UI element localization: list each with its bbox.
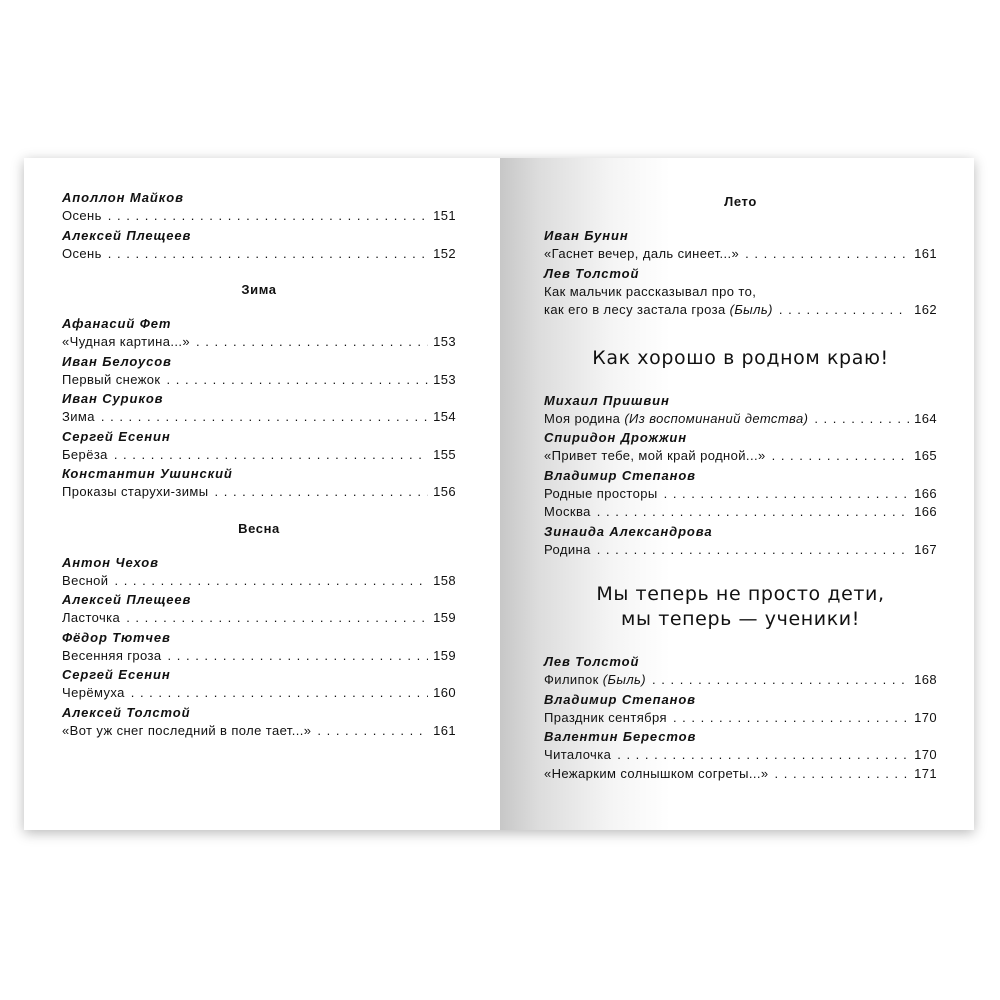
entry-title: Весенняя гроза [62, 647, 162, 663]
toc-entry[interactable] [62, 609, 456, 628]
author-name: Алексей Толстой [62, 704, 191, 720]
section-heading-spring: Весна [238, 520, 280, 536]
entry-title: «Чудная картина...» [62, 334, 191, 349]
toc-entry[interactable] [544, 541, 937, 560]
page-number: 151 [433, 208, 456, 223]
page-number: 171 [914, 765, 937, 781]
entry-title: Осень [62, 245, 102, 261]
entry-title: Родные просторы [544, 485, 658, 501]
toc-entry[interactable] [62, 647, 456, 666]
dot-leader [114, 446, 428, 465]
author-name: Спиридон Дрожжин [544, 430, 688, 445]
toc-entry[interactable] [544, 503, 937, 522]
entry-title: «Привет тебе, мой край родной...» [544, 448, 766, 463]
entry-title-text: Моя родина [544, 410, 621, 426]
toc-entry[interactable] [62, 333, 456, 352]
page-number: 158 [433, 572, 456, 588]
dot-leader [673, 709, 909, 728]
dot-leader [814, 410, 909, 429]
entry-title: Проказы старухи-зимы [62, 484, 209, 499]
author-name: Валентин Берестов [544, 729, 697, 744]
toc-entry[interactable] [62, 684, 456, 703]
page-number: 170 [914, 747, 937, 762]
opening-section [62, 188, 456, 263]
author-group [62, 427, 456, 465]
entry-title-text: Филипок [544, 672, 599, 687]
toc-entry[interactable] [544, 709, 937, 728]
author-group [544, 466, 937, 522]
dot-leader [101, 408, 428, 427]
dot-leader [114, 572, 428, 591]
author-name: Сергей Есенин [62, 428, 171, 444]
author-name: Иван Суриков [62, 391, 164, 406]
author-name: Антон Чехов [62, 554, 159, 570]
author-name: Алексей Плещеев [62, 592, 192, 607]
left-page-content [62, 188, 456, 740]
entry-title [544, 410, 808, 429]
dot-leader [317, 722, 428, 741]
author-group [62, 352, 456, 390]
chapter-heading-homeland: Как хорошо в родном краю! [592, 346, 889, 369]
toc-entry[interactable] [544, 245, 937, 264]
page-number: 153 [433, 334, 456, 349]
entry-title: Ласточка [62, 610, 121, 625]
entry-title: «Вот уж снег последний в поле тает...» [62, 722, 312, 738]
author-group [62, 464, 456, 502]
author-group [544, 226, 937, 264]
toc-entry[interactable] [62, 722, 456, 741]
author-group [544, 727, 937, 783]
page-number: 152 [433, 245, 456, 261]
toc-entry[interactable] [544, 765, 937, 784]
author-name: Иван Бунин [544, 228, 629, 243]
page-number: 156 [433, 484, 456, 499]
dot-leader [779, 301, 909, 320]
entry-title: Осень [62, 208, 102, 223]
dot-leader [215, 483, 429, 502]
dot-leader [597, 503, 909, 522]
page-number: 159 [433, 610, 456, 625]
summer-section [544, 226, 937, 320]
entry-title: Черёмуха [62, 685, 125, 700]
author-group [544, 690, 937, 728]
page-number: 170 [914, 709, 937, 725]
dot-leader [597, 541, 909, 560]
dot-leader [168, 647, 428, 666]
open-book [24, 158, 974, 830]
entry-title: «Гаснет вечер, даль синеет...» [544, 246, 740, 261]
author-group [62, 590, 456, 628]
entry-title: Берёза [62, 446, 108, 462]
chapter-heading-line: мы теперь — ученики! [621, 608, 860, 630]
dot-leader [108, 207, 428, 226]
right-page [500, 158, 974, 830]
page-number: 161 [433, 722, 456, 738]
author-group [544, 264, 937, 320]
author-name: Лев Толстой [544, 265, 640, 281]
toc-entry[interactable] [544, 301, 937, 320]
dot-leader [167, 371, 428, 390]
author-group [544, 428, 937, 466]
author-name: Фёдор Тютчев [62, 629, 171, 645]
toc-entry[interactable] [544, 410, 937, 429]
toc-entry[interactable] [62, 446, 456, 465]
page-number: 153 [433, 371, 456, 387]
toc-entry[interactable] [62, 408, 456, 427]
toc-entry[interactable] [62, 207, 456, 226]
entry-title-note: (Быль) [602, 672, 647, 687]
entry-title: Первый снежок [62, 371, 161, 387]
author-name: Афанасий Фет [62, 316, 172, 331]
page-number: 168 [914, 672, 937, 687]
page-number: 167 [914, 541, 937, 557]
author-name: Владимир Степанов [544, 467, 696, 483]
dot-leader [775, 765, 909, 784]
author-group [62, 703, 456, 741]
author-group [62, 665, 456, 703]
entry-title-note: (Быль) [729, 302, 773, 317]
author-group [62, 553, 456, 591]
author-group [544, 391, 937, 429]
entry-title: Москва [544, 504, 591, 519]
author-name: Сергей Есенин [62, 667, 171, 682]
author-group [62, 628, 456, 666]
toc-entry[interactable] [62, 572, 456, 591]
page-number: 166 [914, 485, 937, 501]
toc-entry[interactable] [62, 245, 456, 264]
author-name: Иван Белоусов [62, 353, 172, 369]
page-number: 165 [914, 448, 937, 463]
dot-leader [664, 485, 909, 504]
author-name: Алексей Плещеев [62, 227, 192, 243]
author-group [62, 226, 456, 264]
right-page-content [544, 192, 937, 783]
homeland-section [544, 391, 937, 560]
author-name: Зинаида Александрова [544, 523, 713, 539]
chapter-heading-line: Мы теперь не просто дети, [596, 583, 885, 605]
toc-entry[interactable] [544, 746, 937, 765]
entry-title-text: как его в лесу застала гроза [544, 302, 726, 317]
author-group [62, 314, 456, 352]
author-group [62, 188, 456, 226]
page-number: 162 [914, 302, 937, 317]
entry-title: Зима [62, 409, 95, 424]
dot-leader [772, 447, 909, 466]
entry-title: Весной [62, 572, 109, 588]
entry-title [544, 301, 773, 320]
entry-title-line[interactable]: Как мальчик рассказывал про то, [544, 283, 757, 299]
section-heading-winter: Зима [241, 282, 277, 297]
page-number: 166 [914, 504, 937, 519]
toc-entry[interactable] [62, 483, 456, 502]
dot-leader [131, 684, 428, 703]
section-heading-summer: Лето [724, 194, 757, 209]
author-name: Михаил Пришвин [544, 392, 670, 408]
entry-title: Праздник сентября [544, 709, 667, 725]
pupils-section [544, 652, 937, 783]
author-name: Аполлон Майков [62, 190, 184, 205]
author-name: Владимир Степанов [544, 691, 696, 707]
left-page [24, 158, 500, 830]
dot-leader [126, 609, 428, 628]
toc-entry[interactable] [544, 447, 937, 466]
author-name: Константин Ушинский [62, 466, 233, 481]
toc-entry[interactable] [544, 671, 937, 690]
page-number: 161 [914, 246, 937, 261]
entry-title-note: (Из воспоминаний детства) [624, 410, 809, 426]
dot-leader [745, 245, 909, 264]
author-name: Лев Толстой [544, 654, 640, 669]
dot-leader [108, 245, 428, 264]
entry-title: Читалочка [544, 747, 612, 762]
page-number: 160 [433, 685, 456, 700]
toc-entry[interactable] [544, 485, 937, 504]
chapter-heading-pupils [544, 582, 937, 632]
entry-title: Родина [544, 541, 591, 557]
author-group [544, 652, 937, 690]
entry-title [544, 671, 646, 690]
toc-entry[interactable] [62, 371, 456, 390]
author-group [544, 522, 937, 560]
page-number: 164 [914, 410, 937, 426]
page-number: 154 [433, 409, 456, 424]
dot-leader [652, 671, 909, 690]
entry-title: «Нежарким солнышком согреты...» [544, 765, 769, 781]
dot-leader [196, 333, 428, 352]
page-number: 159 [433, 647, 456, 663]
winter-section [62, 314, 456, 502]
spring-section [62, 553, 456, 741]
dot-leader [617, 746, 909, 765]
author-group [62, 389, 456, 427]
page-number: 155 [433, 446, 456, 462]
